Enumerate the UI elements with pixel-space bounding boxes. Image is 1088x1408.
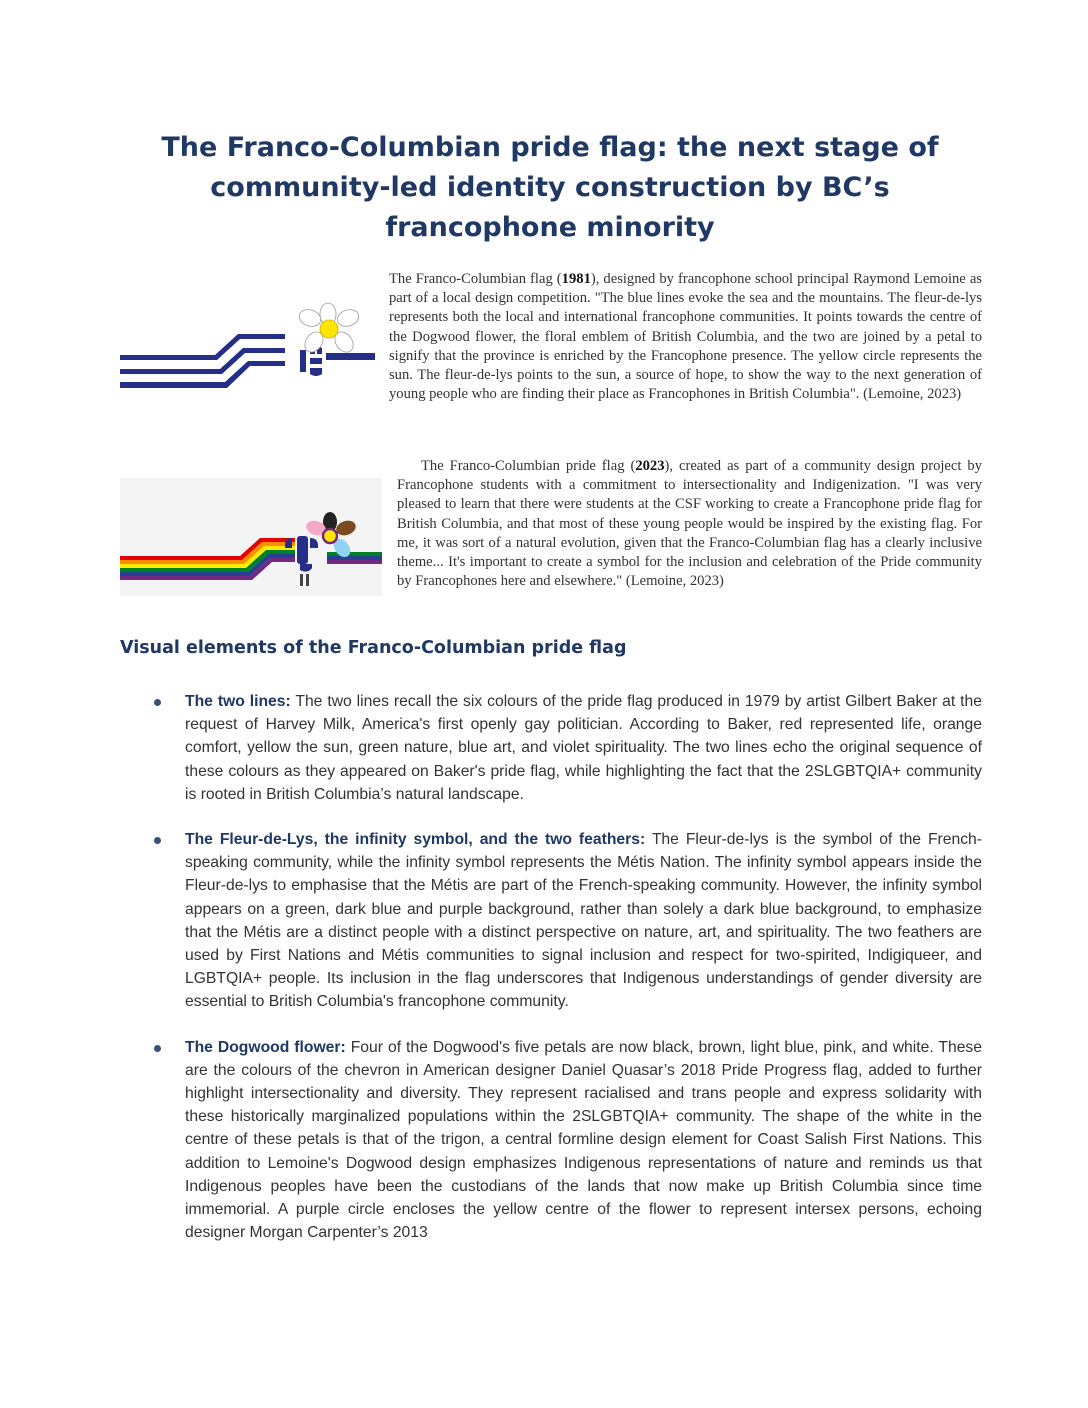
section-heading: Visual elements of the Franco-Columbian pride flag <box>120 638 627 658</box>
bullet-icon <box>154 837 161 844</box>
bullet-icon <box>154 699 161 706</box>
bullet-icon <box>154 1045 161 1052</box>
list-item <box>120 1036 982 1245</box>
year-2023: 2023 <box>635 458 665 474</box>
list-item-term: The two lines: <box>185 693 291 710</box>
dogwood-flower-icon <box>297 303 361 356</box>
franco-columbian-flag-image <box>120 298 375 394</box>
visual-elements-list <box>120 690 982 1266</box>
list-item <box>120 828 982 1014</box>
year-1981: 1981 <box>561 271 591 287</box>
franco-columbian-pride-flag-image <box>120 478 382 596</box>
list-item-text: Four of the Dogwood's five petals are now black, brown, light blue, pink, and white. These are the colours of the chevron in American designer Daniel Quasar’s 2018 Pride Progress flag, added to further highlight intersectionality and diversity. They represent racialised and trans people and express solidarity with these historically marginalized populations within the 2SLGBTQIA+ community. The shape of the white in the centre of these petals is that of the trigon, a central formline design element for Coast Salish First Nations. This addition to Lemoine's Dogwood design emphasizes Indigenous representations of nature and reminds us that Indigenous peoples have been the custodians of the lands that now make up British Columbia since time immemorial. A purple circle encloses the yellow centre of the flower to represent intersex persons, echoing designer Morgan Carpenter’s 2013 <box>185 1038 982 1242</box>
list-item-text: The Fleur-de-lys is the symbol of the French-speaking community, while the infinity symbol represents the Métis Nation. The infinity symbol appears inside the Fleur-de-lys to emphasise that the Métis are part of the French-speaking community. However, the infinity symbol appears on a green, dark blue and purple background, rather than solely a dark blue background, to emphasize that the Métis are a distinct people with a distinct perspective on nature, art, and spirituality. The two feathers are used by First Nations and Métis communities to signal inclusion and respect for two-spirited, Indigiqueer, and LGBTQIA+ people. Its inclusion in the flag underscores that Indigenous understandings of gender diversity are essential to British Columbia's francophone community. <box>185 831 982 1011</box>
list-item-term: The Dogwood flower: <box>185 1038 346 1056</box>
list-item-text: The two lines recall the six colours of the pride flag produced in 1979 by artist Gilbert Baker at the request of Harvey Milk, America's first openly gay politician. According to Baker, red represented life, orange comfort, yellow the sun, green nature, blue art, and violet spirituality. The two lines echo the original sequence of these colours as they appeared on Baker's pride flag, while highlighting the fact that the 2SLGBTQIA+ community is rooted in British Columbia’s natural landscape. <box>185 693 982 803</box>
page-title: The Franco-Columbian pride flag: the next stage of community-led identity construction by BC’s francophone minority <box>161 132 939 243</box>
list-item <box>120 690 982 806</box>
flag-2023-description: The Franco-Columbian pride flag (2023), created as part of a community design project by Francophone students with a commitment to intersectionality and Indigenization. "I was very pleased to learn that there were students at the CSF working to create a Francophone pride flag for British Columbia, and that most of these young people would be inspired by the existing flag. For me, it was sort of a natural evolution, given that the Franco-Columbian flag has a clearly inclusive theme... It's important to create a symbol for the inclusion and celebration of the Pride community by Francophones here and elsewhere." (Lemoine, 2023) <box>397 458 982 590</box>
flag-1981-description: The Franco-Columbian flag (1981), designed by francophone school principal Raymond Lemoine as part of a local design competition. "The blue lines evoke the sea and the mountains. The fleur-de-lys represents both the local and international francophone communities. It points towards the centre of the Dogwood flower, the floral emblem of British Columbia, and the two are joined by a petal to signify that the province is enriched by the Francophone presence. The yellow circle represents the sun. The fleur-de-lys points to the sun, a source of hope, to show the way to the next generation of young people who are finding their place as Francophones in British Columbia". (Lemoine, 2023) <box>389 271 982 403</box>
list-item-term: The Fleur-de-Lys, the infinity symbol, and the two feathers: <box>185 831 646 849</box>
